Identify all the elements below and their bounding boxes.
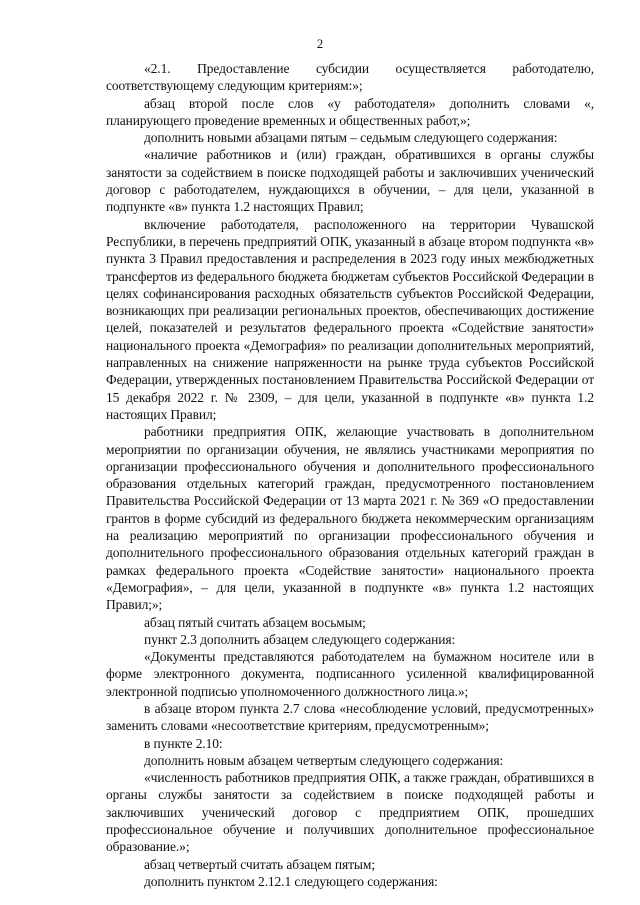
paragraph-9: «Документы представляются работодателем на бумажном носителе или в форме электронного документа, подписанного усиленной квалифицированной электронной подписью уполномоченного должностного лица.»;	[106, 649, 594, 699]
paragraph-5: включение работодателя, расположенного на территории Чувашской Республики, в перечень предприятий ОПК, указанный в абзаце втором подпункта «в» пункта 3 Правил предоставления и распределения в 2023 году иных межбюджетных трансфертов из федерального бюджета бюджетам субъектов Российской Федерации в целях софинансирования расходных обязательств субъектов Российской Федерации, возникающих при реализации региональных проектов, обеспечивающих достижение целей, показателей и результатов федерального проекта «Содействие занятости» национального проекта «Демография» по реализации дополнительных мероприятий, направленных на снижение напряженности на рынке труда субъектов Российской Федерации, утвержденных постановлением Правительства Российской Федерации от 15 декабря 2022 г. № 2309, – для цели, указанной в подпункте «в» пункта 1.2 настоящих Правил;	[106, 216, 594, 422]
paragraph-10: в абзаце втором пункта 2.7 слова «несоблюдение условий, предусмотренных» заменить словами «несоответствие критериям, предусмотренным»;	[106, 700, 594, 734]
paragraph-12: дополнить новым абзацем четвертым следующего содержания:	[144, 752, 504, 768]
paragraph-11: в пункте 2.10:	[144, 735, 223, 751]
paragraph-4: «наличие работников и (или) граждан, обратившихся в органы службы занятости за содействием в поиске подходящей работы и заключивших ученический договор с работодателем, нуждающихся в обучении, – для цели, указанной в подпункте «в» пункта 1.2 настоящих Правил;	[106, 147, 594, 215]
page-number: 2	[316, 36, 324, 51]
document-body	[106, 60, 594, 890]
paragraph-1: «2.1. Предоставление субсидии осуществляется работодателю, соответствующему следующим критериям:»;	[106, 61, 594, 94]
paragraph-2: абзац второй после слов «у работодателя» дополнить словами «, планирующего проведение временных и общественных работ,»;	[106, 95, 594, 128]
paragraph-7: абзац пятый считать абзацем восьмым;	[144, 614, 366, 630]
paragraph-6: работники предприятия ОПК, желающие участвовать в дополнительном мероприятии по организации обучения, не являлись участниками мероприятия по организации профессионального обучения и дополнительного профессионального образования отдельных категорий граждан, предусмотренного постановлением Правительства Российской Федерации от 13 марта 2021 г. № 369 «О предоставлении грантов в форме субсидий из федерального бюджета некоммерческим организациям на реализацию мероприятий по организации профессионального обучения и дополнительного профессионального образования отдельных категорий граждан в рамках федерального проекта «Содействие занятости» национального проекта «Демография», – для цели, указанной в подпункте «в» пункта 1.2 настоящих Правил;»;	[106, 424, 594, 613]
paragraph-3: дополнить новыми абзацами пятым – седьмым следующего содержания:	[144, 130, 558, 146]
paragraph-13: «численность работников предприятия ОПК, а также граждан, обратившихся в органы службы занятости за содействием в поиске подходящей работы и заключивших ученический договор с предприятием ОПК, прошедших профессиональное обучение и получивших дополнительное профессиональное образование.»;	[106, 770, 594, 855]
paragraph-8: пункт 2.3 дополнить абзацем следующего содержания:	[144, 631, 456, 647]
paragraph-14: абзац четвертый считать абзацем пятым;	[144, 856, 375, 872]
paragraph-15: дополнить пунктом 2.12.1 следующего содержания:	[144, 873, 438, 889]
